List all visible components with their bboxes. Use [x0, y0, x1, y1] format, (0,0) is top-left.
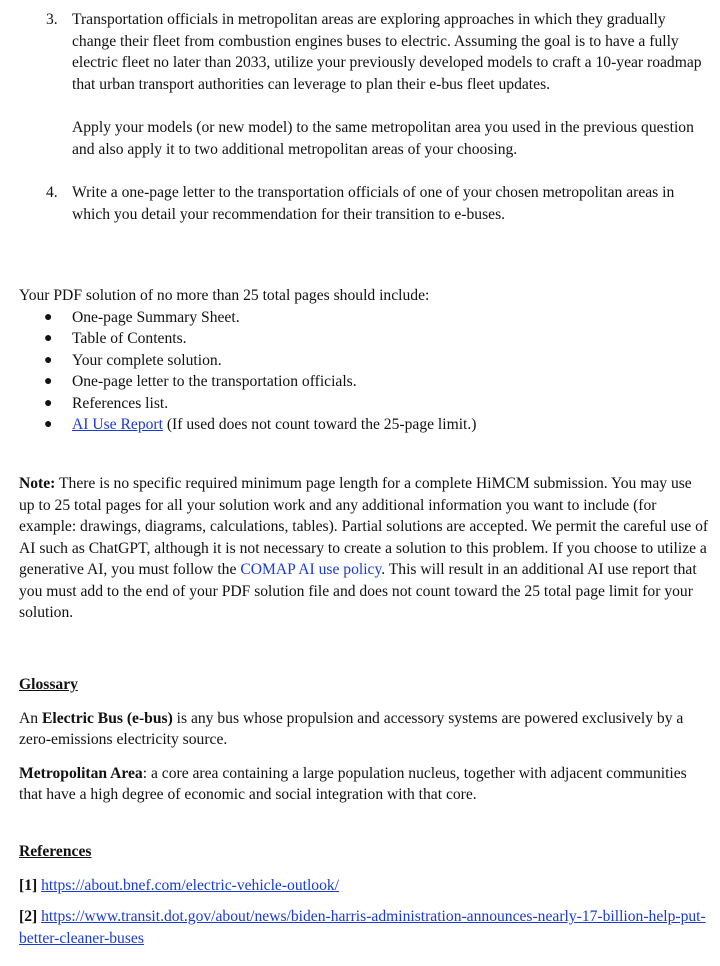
reference-item [19, 906, 711, 949]
glossary-heading: Glossary [19, 676, 78, 693]
glossary-definition: is any bus whose propulsion and accessory systems are powered exclusively by a zero-emissions electricity source. [19, 709, 684, 748]
list-item [19, 307, 711, 329]
task-item-4 [0, 182, 720, 225]
reference-link[interactable]: https://www.transit.dot.gov/about/news/biden-harris-administration-announces-nearly-17-billion-help-put-better-cleaner-buses [19, 908, 706, 947]
glossary-prefix: An [19, 709, 42, 727]
glossary-section [19, 674, 711, 806]
note-paragraph [19, 473, 711, 624]
list-item-text: References list. [72, 394, 169, 412]
task-number: 4. [46, 184, 58, 201]
glossary-entry [19, 708, 711, 751]
glossary-definition: : a core area containing a large population nucleus, together with adjacent communities that have a high degree of economic and social integration with that core. [19, 764, 687, 803]
list-item-text: Your complete solution. [72, 351, 222, 369]
glossary-term: Electric Bus (e-bus) [41, 709, 173, 727]
list-item [19, 393, 711, 415]
reference-item [19, 875, 711, 897]
requirements-list [19, 307, 711, 436]
note-text-end: . This will result in an additional AI use report that you must add to the end of your PDF solution file and does not count toward the 25 total page limit for your solution. [19, 561, 697, 621]
bullet-icon: ● [44, 374, 53, 389]
comap-ai-policy-link[interactable]: COMAP AI use policy [240, 561, 382, 578]
bullet-icon: ● [44, 331, 53, 346]
reference-number: [2] [19, 908, 38, 925]
bullet-icon: ● [44, 309, 53, 325]
task-number: 3. [46, 11, 58, 28]
list-item-text: Table of Contents. [72, 330, 187, 347]
solution-requirements [19, 285, 711, 436]
list-item-text: (If used does not count toward the 25-page limit.) [162, 416, 477, 433]
bullet-icon: ● [44, 417, 53, 432]
glossary-entry [19, 763, 711, 806]
note-label: Note: [19, 475, 56, 492]
reference-link[interactable]: https://about.bnef.com/electric-vehicle-outlook/ [41, 876, 340, 894]
list-item-text: One-page Summary Sheet. [72, 308, 240, 326]
list-item [19, 371, 711, 393]
ai-use-report-link[interactable]: AI Use Report [72, 416, 163, 433]
list-item [19, 350, 711, 372]
bullet-icon: ● [44, 352, 53, 368]
task-item-3 [0, 9, 720, 160]
task-paragraph: Apply your models (or new model) to the same metropolitan area you used in the previous question and also apply it to two additional metropolitan areas of your choosing. [72, 119, 694, 158]
list-item [19, 414, 711, 436]
task-list [0, 9, 720, 225]
bullet-icon: ● [44, 395, 53, 411]
task-paragraph: Write a one-page letter to the transportation officials of one of your chosen metropolitan areas in which you detail your recommendation for their transition to e-buses. [72, 184, 675, 223]
solution-intro: Your PDF solution of no more than 25 total pages should include: [19, 287, 430, 304]
references-heading: References [19, 843, 92, 860]
task-paragraph: Transportation officials in metropolitan areas are exploring approaches in which they gradually change their fleet from combustion engines buses to electric. Assuming the goal is to have a fully electric fleet no later than 2033, utilize your previously developed models to craft a 10-year roadmap that urban transport authorities can leverage to plan their e-bus fleet updates. [72, 11, 702, 93]
list-item [19, 328, 711, 350]
references-section [19, 841, 711, 949]
list-item-text: One-page letter to the transportation officials. [72, 373, 357, 390]
glossary-term: Metropolitan Area [19, 764, 143, 782]
note-text: There is no specific required minimum page length for a complete HiMCM submission. You may use up to 25 total pages for all your solution work and any additional information you want to include (for example: drawings, diagrams, calculations, tables). Partial solutions are accepted. We permit the careful use of AI such as ChatGPT, although it is not necessary to create a solution to this problem. If you choose to utilize a generative AI, you must follow the [19, 475, 709, 578]
reference-number: [1] [19, 876, 38, 894]
